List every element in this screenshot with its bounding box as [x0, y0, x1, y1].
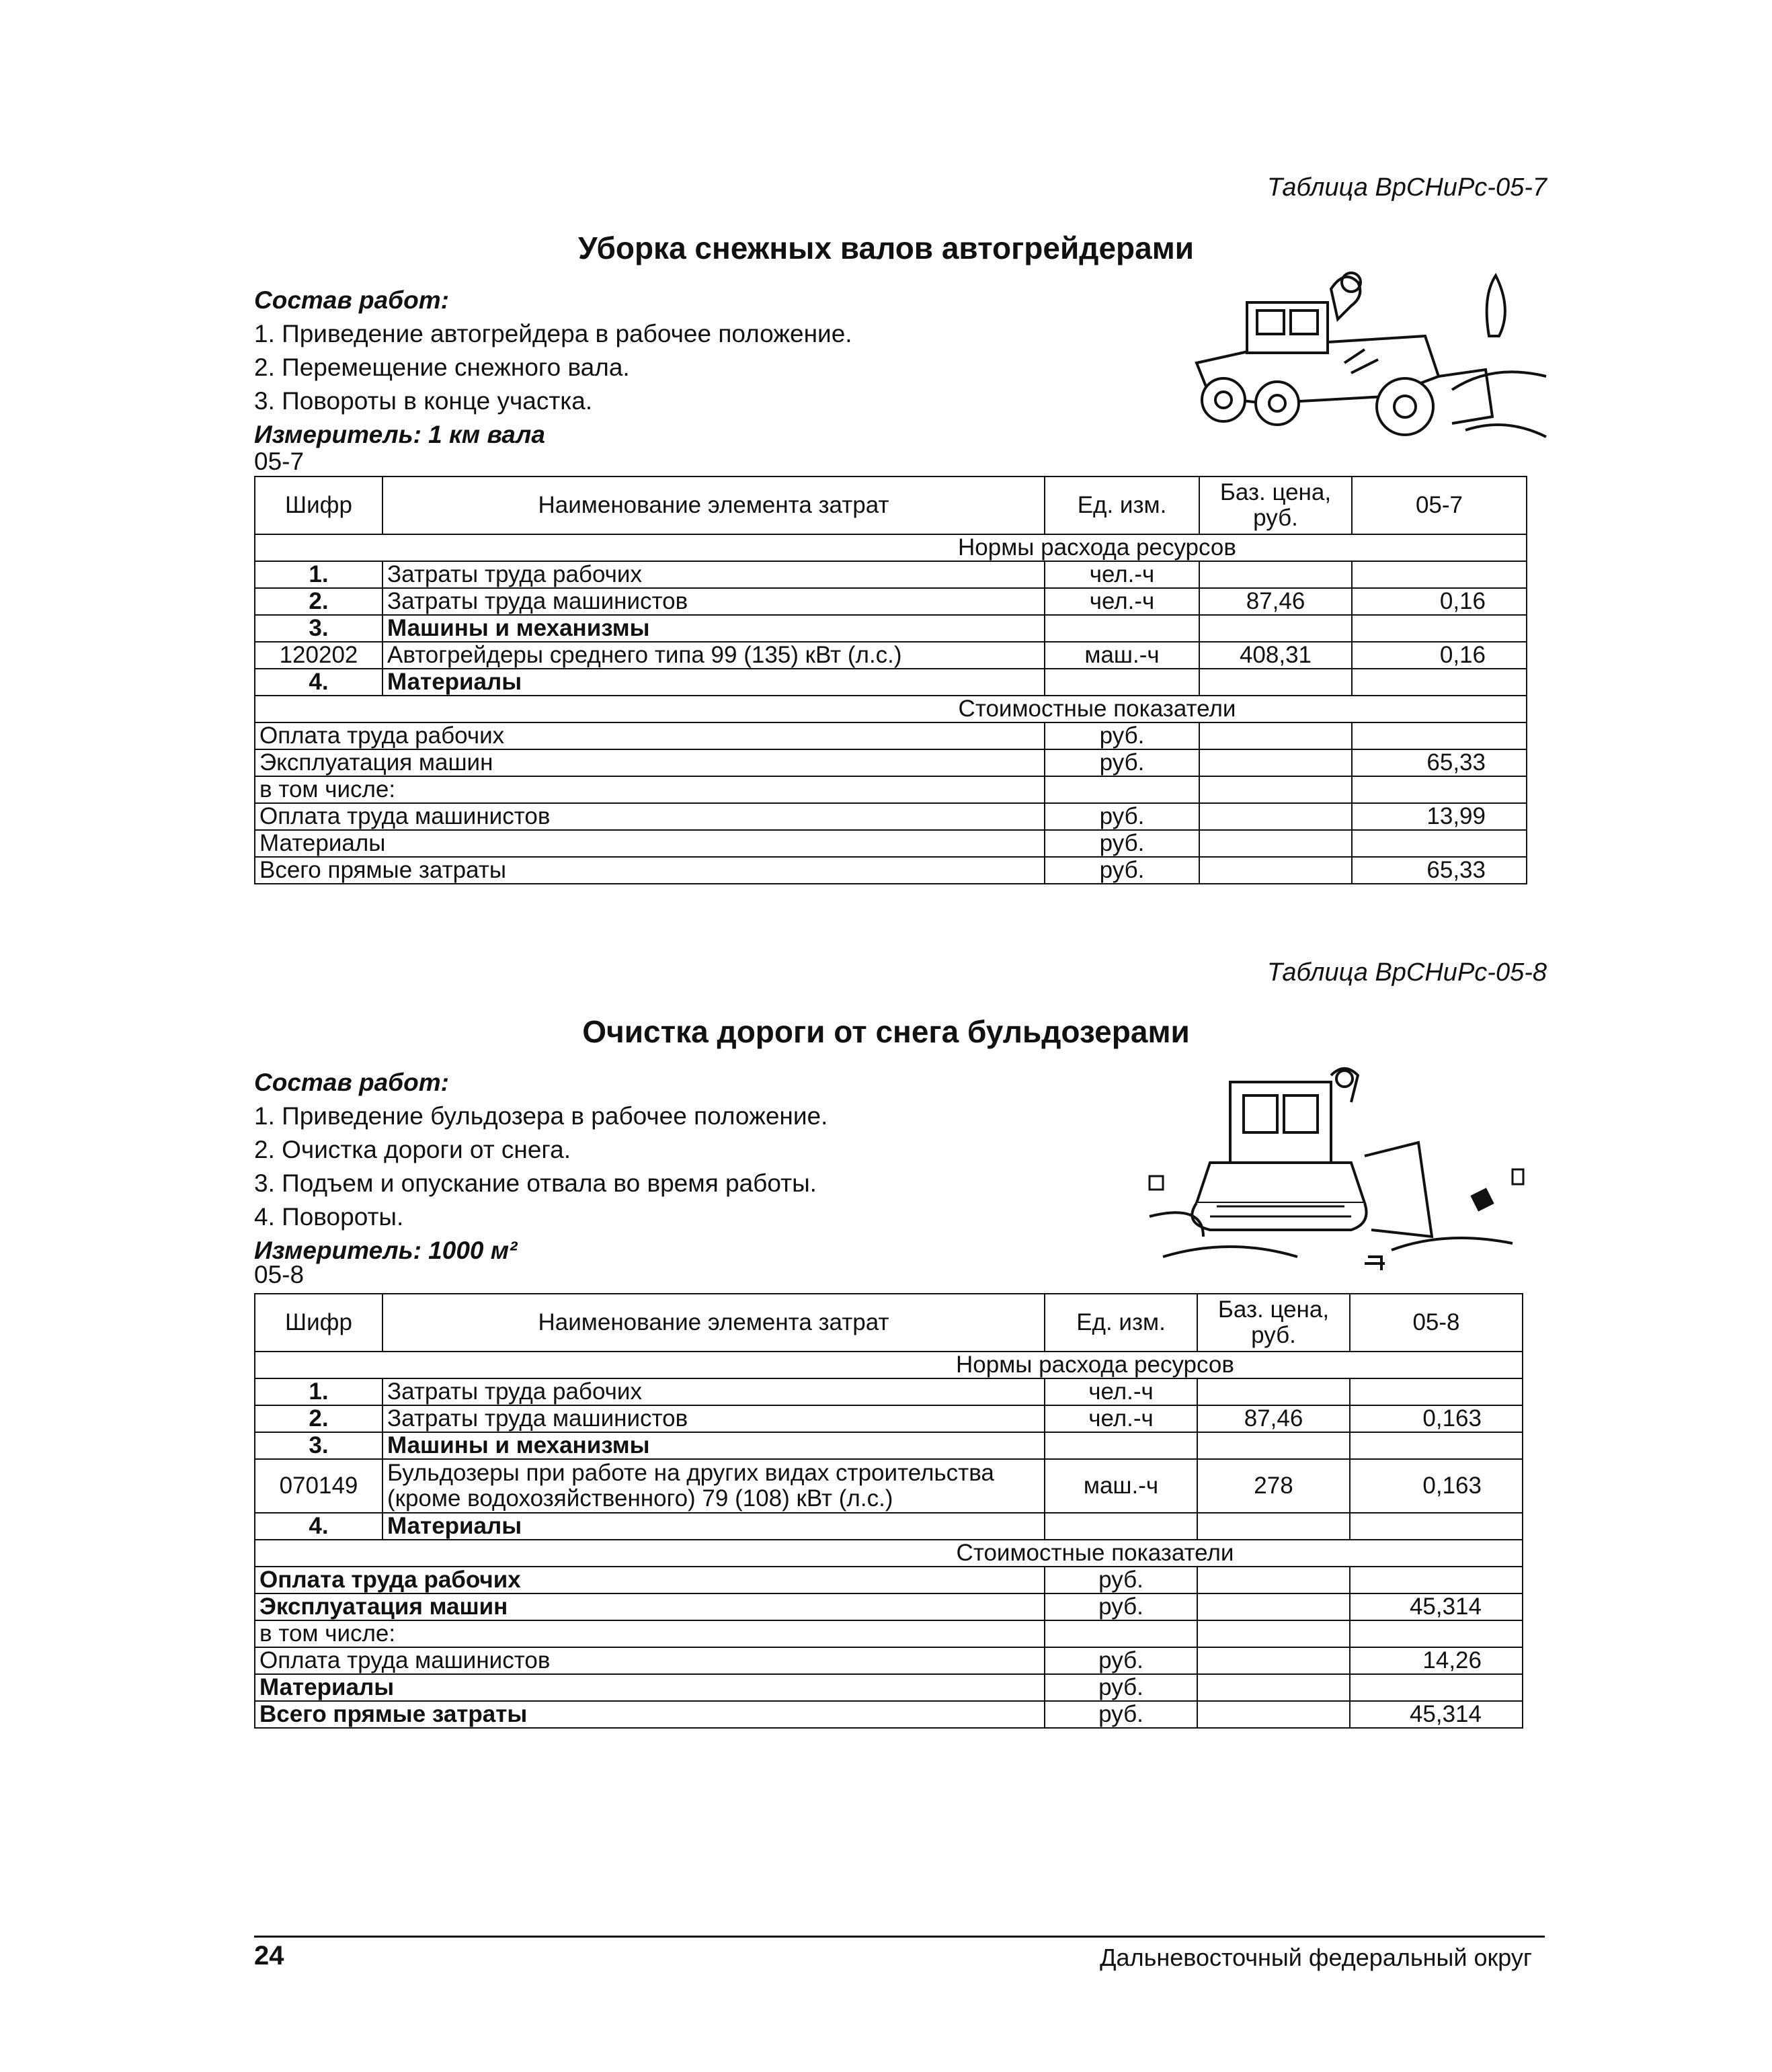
- row-name: Бульдозеры при работе на других видах строительства (кроме водохозяйственного) 79 (108) кВт (л.с.): [382, 1459, 1045, 1513]
- row-name: Затраты труда машинистов: [382, 1405, 1045, 1432]
- row-price: [1199, 615, 1352, 642]
- table-label: Таблица ВрСНиРс-05-8: [1266, 958, 1547, 987]
- row-unit: [1045, 1432, 1197, 1459]
- row-code: 3.: [255, 615, 382, 642]
- row-name: Затраты труда рабочих: [382, 1378, 1045, 1405]
- table-row: [255, 669, 1527, 696]
- row-value: [1352, 669, 1527, 696]
- header-unit: Ед. изм.: [1045, 476, 1199, 534]
- row-price: [1197, 1513, 1350, 1540]
- header-price: Баз. цена, руб.: [1197, 1294, 1350, 1352]
- cost-name: Оплата труда машинистов: [255, 803, 1045, 830]
- row-value: [1352, 615, 1527, 642]
- row-unit: чел.-ч: [1045, 1378, 1197, 1405]
- table-row: [255, 615, 1527, 642]
- row-value: 0,163: [1350, 1405, 1523, 1432]
- row-value: 0,16: [1352, 642, 1527, 669]
- page-number: 24: [254, 1941, 284, 1971]
- measure-unit: Измеритель: 1 км вала: [254, 421, 545, 448]
- row-value: [1352, 561, 1527, 588]
- cost-row: [255, 1701, 1523, 1728]
- row-code: 070149: [255, 1459, 382, 1513]
- row-value: 0,16: [1352, 588, 1527, 615]
- row-name: Затраты труда рабочих: [382, 561, 1045, 588]
- row-price: 87,46: [1197, 1405, 1350, 1432]
- cost-name: Всего прямые затраты: [255, 857, 1045, 884]
- cost-unit: руб.: [1045, 749, 1199, 776]
- cost-unit: руб.: [1045, 830, 1199, 857]
- row-code: 3.: [255, 1432, 382, 1459]
- row-value: 0,163: [1350, 1459, 1523, 1513]
- table-label: Таблица ВрСНиРс-05-7: [1266, 173, 1547, 202]
- section-title: Уборка снежных валов автогрейдерами: [577, 231, 1195, 265]
- cost-label: Стоимостные показатели: [255, 1540, 1523, 1567]
- row-unit: маш.-ч: [1045, 1459, 1197, 1513]
- cost-value: [1350, 1620, 1523, 1647]
- header-price: Баз. цена, руб.: [1199, 476, 1352, 534]
- table-code: 05-8: [254, 1261, 305, 1288]
- cost-value: 65,33: [1352, 857, 1527, 884]
- cost-unit: руб.: [1045, 803, 1199, 830]
- table-row: [255, 1405, 1523, 1432]
- table-header-row: [255, 476, 1527, 534]
- cost-row: [255, 857, 1527, 884]
- step: 2. Очистка дороги от снега.: [254, 1136, 571, 1163]
- row-unit: маш.-ч: [1045, 642, 1199, 669]
- cost-row: [255, 1593, 1523, 1620]
- table-row: [255, 642, 1527, 669]
- cost-value: [1350, 1674, 1523, 1701]
- row-value: [1350, 1432, 1523, 1459]
- cost-name: в том числе:: [255, 1620, 1045, 1647]
- cost-table: [254, 476, 1527, 884]
- header-code: Шифр: [255, 1294, 382, 1352]
- row-name: Затраты труда машинистов: [382, 588, 1045, 615]
- row-price: 278: [1197, 1459, 1350, 1513]
- cost-name: Материалы: [255, 1674, 1045, 1701]
- row-price: 87,46: [1199, 588, 1352, 615]
- cost-row: [255, 830, 1527, 857]
- cost-unit: руб.: [1045, 1567, 1197, 1593]
- table-code: 05-7: [254, 448, 305, 475]
- step: 4. Повороты.: [254, 1203, 404, 1231]
- cost-unit: руб.: [1045, 1674, 1197, 1701]
- row-unit: чел.-ч: [1045, 561, 1199, 588]
- header-value: 05-7: [1352, 476, 1527, 534]
- step: 1. Приведение автогрейдера в рабочее положение.: [254, 320, 852, 347]
- cost-value: [1352, 830, 1527, 857]
- composition-heading: Состав работ:: [254, 286, 449, 314]
- cost-name: в том числе:: [255, 776, 1045, 803]
- cost-name: Всего прямые затраты: [255, 1701, 1045, 1728]
- row-name: Материалы: [382, 669, 1045, 696]
- row-code: 2.: [255, 588, 382, 615]
- row-price: [1197, 1432, 1350, 1459]
- cost-row: [255, 803, 1527, 830]
- table-row: [255, 1432, 1523, 1459]
- header-unit: Ед. изм.: [1045, 1294, 1197, 1352]
- table-row: [255, 561, 1527, 588]
- composition-heading: Состав работ:: [254, 1069, 449, 1096]
- cost-unit: [1045, 1620, 1197, 1647]
- cost-unit: руб.: [1045, 722, 1199, 749]
- cost-row: [255, 1674, 1523, 1701]
- footer-rule: [254, 1936, 1545, 1938]
- row-unit: чел.-ч: [1045, 588, 1199, 615]
- row-code: 4.: [255, 1513, 382, 1540]
- cost-name: Эксплуатация машин: [255, 1593, 1045, 1620]
- header-value: 05-8: [1350, 1294, 1523, 1352]
- header-name: Наименование элемента затрат: [382, 1294, 1045, 1352]
- cost-unit: руб.: [1045, 1701, 1197, 1728]
- norms-label: Нормы расхода ресурсов: [255, 1352, 1523, 1378]
- row-price: [1199, 669, 1352, 696]
- row-unit: [1045, 669, 1199, 696]
- row-value: [1350, 1378, 1523, 1405]
- row-unit: чел.-ч: [1045, 1405, 1197, 1432]
- cost-unit: руб.: [1045, 1647, 1197, 1674]
- cost-row: [255, 1647, 1523, 1674]
- bulldozer-illustration: [1136, 1062, 1539, 1277]
- cost-row: [255, 776, 1527, 803]
- row-code: 120202: [255, 642, 382, 669]
- cost-name: Эксплуатация машин: [255, 749, 1045, 776]
- row-name: Машины и механизмы: [382, 615, 1045, 642]
- footer-region: Дальневосточный федеральный округ: [1100, 1944, 1532, 1971]
- work-composition: [254, 1066, 828, 1268]
- cost-value: 45,314: [1350, 1593, 1523, 1620]
- row-code: 4.: [255, 669, 382, 696]
- cost-row: [255, 749, 1527, 776]
- step: 3. Подъем и опускание отвала во время работы.: [254, 1169, 817, 1197]
- norms-label: Нормы расхода ресурсов: [255, 534, 1527, 561]
- table-header-row: [255, 1294, 1523, 1352]
- measure-unit: Измеритель: 1000 м²: [254, 1237, 518, 1264]
- table-row: [255, 1378, 1523, 1405]
- row-unit: [1045, 1513, 1197, 1540]
- cost-value: 45,314: [1350, 1701, 1523, 1728]
- row-name: Материалы: [382, 1513, 1045, 1540]
- motor-grader-illustration: [1183, 262, 1560, 464]
- cost-value: [1352, 722, 1527, 749]
- row-unit: [1045, 615, 1199, 642]
- cost-value: 14,26: [1350, 1647, 1523, 1674]
- table-row: [255, 1459, 1523, 1513]
- cost-row: [255, 1567, 1523, 1593]
- row-code: 1.: [255, 561, 382, 588]
- cost-label: Стоимостные показатели: [255, 696, 1527, 722]
- cost-name: Материалы: [255, 830, 1045, 857]
- row-price: [1197, 1378, 1350, 1405]
- table-row: [255, 588, 1527, 615]
- step: 1. Приведение бульдозера в рабочее положение.: [254, 1102, 828, 1130]
- cost-name: Оплата труда рабочих: [255, 722, 1045, 749]
- cost-value: [1350, 1567, 1523, 1593]
- cost-unit: руб.: [1045, 857, 1199, 884]
- step: 2. Перемещение снежного вала.: [254, 354, 630, 381]
- cost-row: [255, 722, 1527, 749]
- cost-value: 13,99: [1352, 803, 1527, 830]
- cost-table: [254, 1293, 1523, 1729]
- row-code: 2.: [255, 1405, 382, 1432]
- cost-value: [1352, 776, 1527, 803]
- row-price: [1199, 561, 1352, 588]
- cost-name: Оплата труда рабочих: [255, 1567, 1045, 1593]
- table-row: [255, 1513, 1523, 1540]
- row-price: 408,31: [1199, 642, 1352, 669]
- section-title: Очистка дороги от снега бульдозерами: [582, 1014, 1190, 1049]
- header-code: Шифр: [255, 476, 382, 534]
- row-value: [1350, 1513, 1523, 1540]
- cost-unit: [1045, 776, 1199, 803]
- row-code: 1.: [255, 1378, 382, 1405]
- work-composition: [254, 284, 852, 452]
- cost-row: [255, 1620, 1523, 1647]
- cost-value: 65,33: [1352, 749, 1527, 776]
- row-name: Автогрейдеры среднего типа 99 (135) кВт (л.с.): [382, 642, 1045, 669]
- row-name: Машины и механизмы: [382, 1432, 1045, 1459]
- cost-unit: руб.: [1045, 1593, 1197, 1620]
- header-name: Наименование элемента затрат: [382, 476, 1045, 534]
- cost-name: Оплата труда машинистов: [255, 1647, 1045, 1674]
- step: 3. Повороты в конце участка.: [254, 387, 593, 415]
